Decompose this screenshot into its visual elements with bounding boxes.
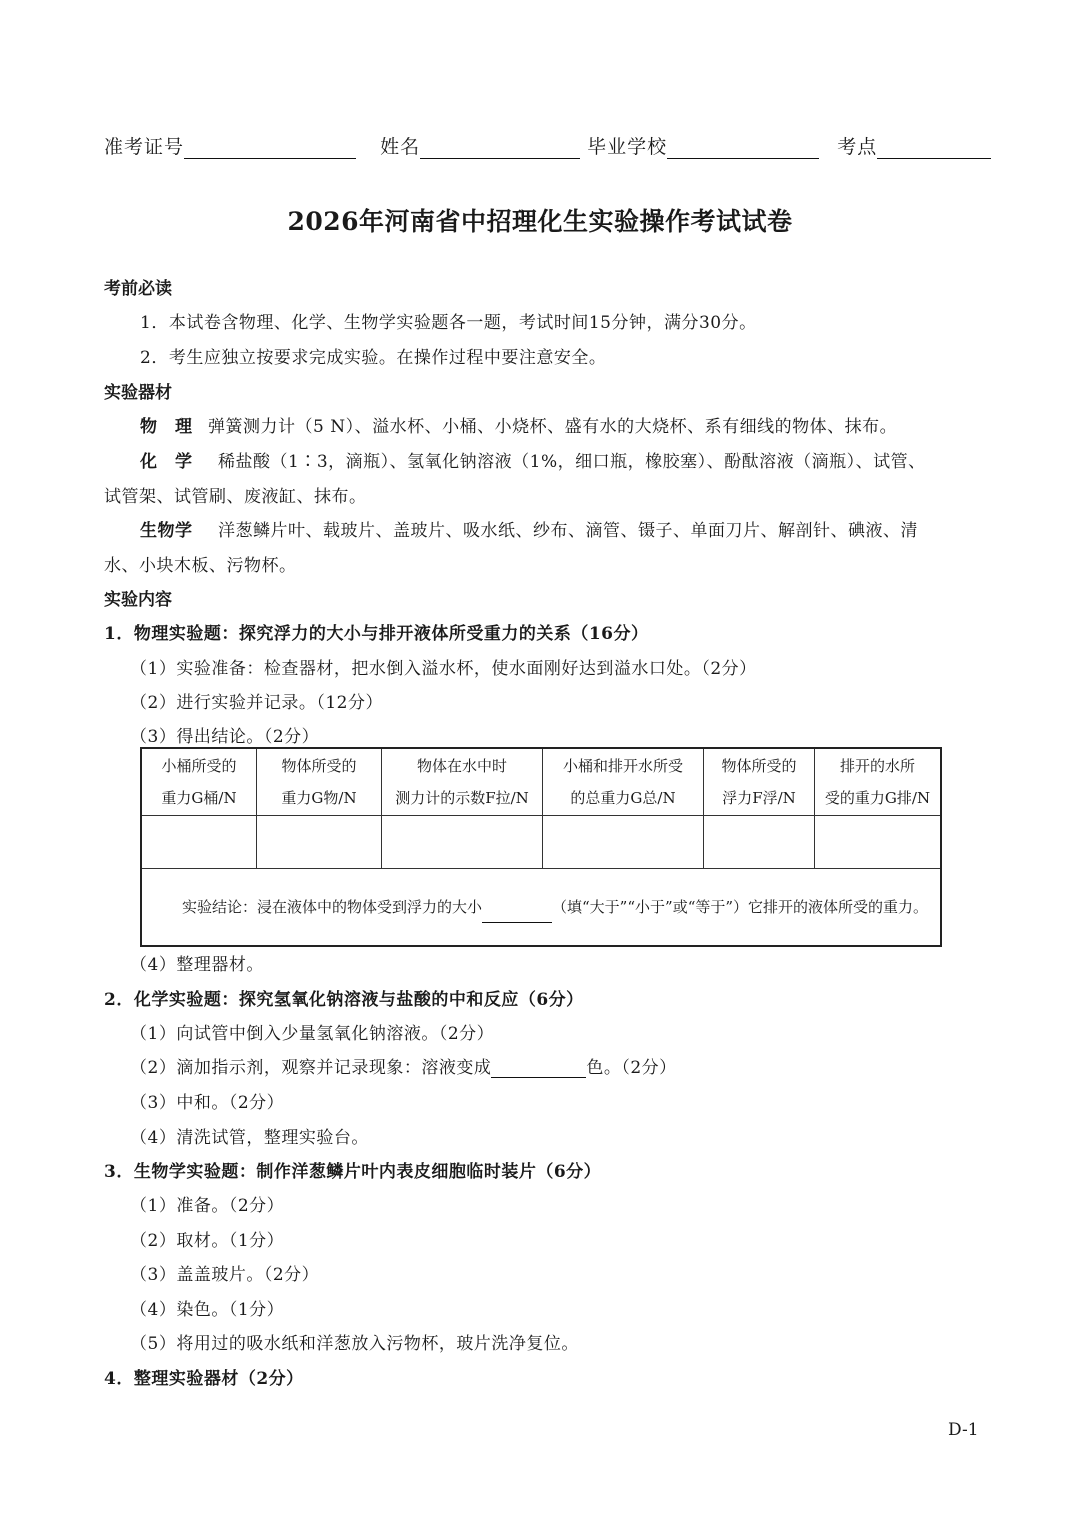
table-header-cell: 小桶和排开水所受 的总重力G总/N: [543, 748, 704, 816]
table-input-cell[interactable]: [141, 816, 257, 869]
site-label: 考点: [837, 136, 878, 158]
header-fields: [104, 132, 991, 159]
table-header-row: [141, 748, 941, 816]
site-field[interactable]: [877, 138, 991, 159]
page-title: 2026年河南省中招理化生实验操作考试试卷: [287, 207, 793, 236]
school-label: 毕业学校: [587, 136, 668, 158]
name-field[interactable]: [420, 138, 580, 159]
table-header-cell: 物体在水中时 测力计的示数F拉/N: [382, 748, 543, 816]
biology-text-cont: 水、小块木板、污物杯。: [104, 556, 297, 576]
table-header-cell: 物体所受的 重力G物/N: [257, 748, 382, 816]
q3-title: 3．生物学实验题：制作洋葱鳞片叶内表皮细胞临时装片（6分）: [104, 1162, 602, 1182]
q2-step: （3）中和。（2分）: [130, 1093, 285, 1113]
id-label: 准考证号: [104, 136, 185, 158]
table-header-cell: 小桶所受的 重力G桶/N: [141, 748, 257, 816]
equipment-biology: [140, 516, 918, 541]
chemistry-text-cont: 试管架、试管刷、废液缸、抹布。: [104, 487, 367, 507]
school-field[interactable]: [667, 138, 819, 159]
table-input-cell[interactable]: [257, 816, 382, 869]
q2-step2-text: （2）滴加指示剂，观察并记录现象：溶液变成: [130, 1058, 492, 1078]
table-input-cell[interactable]: [382, 816, 543, 869]
conclusion-text-post: （填“大于”“小于”或“等于”）它排开的液体所受的重力。: [552, 898, 929, 916]
q1-step: （1）实验准备：检查器材，把水倒入溢水杯，使水面刚好达到溢水口处。（2分）: [130, 659, 757, 679]
q1-step: （4）整理器材。: [130, 955, 264, 975]
q3-step: （5）将用过的吸水纸和洋葱放入污物杯，玻片洗净复位。: [130, 1334, 579, 1354]
q2-step: （1）向试管中倒入少量氢氧化钠溶液。（2分）: [130, 1024, 495, 1044]
q2-title: 2．化学实验题：探究氢氧化钠溶液与盐酸的中和反应（6分）: [104, 990, 584, 1010]
table-header-cell: 物体所受的 浮力F浮/N: [704, 748, 815, 816]
table-input-cell[interactable]: [704, 816, 815, 869]
q3-step: （4）染色。（1分）: [130, 1300, 285, 1320]
chemistry-text: 稀盐酸（1∶3，滴瓶）、氢氧化钠溶液（1%，细口瓶，橡胶塞）、酚酞溶液（滴瓶）、试管、: [218, 452, 926, 472]
notice-item: 2．考生应独立按要求完成实验。在操作过程中要注意安全。: [140, 348, 607, 368]
biology-text: 洋葱鳞片叶、载玻片、盖玻片、吸水纸、纱布、滴管、镊子、单面刀片、解剖针、碘液、清: [218, 521, 918, 541]
conclusion-cell: [141, 869, 941, 947]
q1-step: （2）进行实验并记录。（12分）: [130, 693, 383, 713]
q1-step: （3）得出结论。（2分）: [130, 727, 320, 747]
table-input-cell[interactable]: [543, 816, 704, 869]
biology-label: 生物学: [140, 521, 193, 541]
equipment-physics: [140, 412, 897, 437]
table-header-cell: 排开的水所 受的重力G排/N: [815, 748, 942, 816]
table-row: [141, 816, 941, 869]
page-number: D-1: [948, 1420, 979, 1440]
q2-step2-post: 色。（2分）: [586, 1058, 677, 1078]
q2-step: [130, 1053, 677, 1078]
name-label: 姓名: [380, 136, 421, 158]
q3-step: （3）盖盖玻片。（2分）: [130, 1265, 320, 1285]
conclusion-row: [141, 869, 941, 947]
q1-title: 1．物理实验题：探究浮力的大小与排开液体所受重力的关系（16分）: [104, 624, 649, 644]
equipment-chemistry: [140, 447, 926, 472]
chemistry-label: 化 学: [140, 452, 193, 472]
record-table: [140, 747, 942, 947]
q2-step: （4）清洗试管，整理实验台。: [130, 1128, 369, 1148]
notice-item: 1．本试卷含物理、化学、生物学实验题各一题，考试时间15分钟，满分30分。: [140, 313, 757, 333]
equipment-heading: 实验器材: [104, 383, 172, 403]
id-field[interactable]: [184, 138, 356, 159]
conclusion-text: 实验结论：浸在液体中的物体受到浮力的大小: [182, 898, 483, 916]
q3-step: （2）取材。（1分）: [130, 1231, 285, 1251]
q3-step: （1）准备。（2分）: [130, 1196, 285, 1216]
physics-text: 弹簧测力计（5 N）、溢水杯、小桶、小烧杯、盛有水的大烧杯、系有细线的物体、抹布。: [208, 417, 898, 437]
table-input-cell[interactable]: [815, 816, 942, 869]
conclusion-blank[interactable]: [482, 906, 552, 923]
physics-label: 物 理: [140, 417, 193, 437]
notice-heading: 考前必读: [104, 279, 172, 299]
color-blank[interactable]: [491, 1059, 586, 1078]
q4-title: 4．整理实验器材（2分）: [104, 1369, 304, 1389]
content-heading: 实验内容: [104, 590, 172, 610]
